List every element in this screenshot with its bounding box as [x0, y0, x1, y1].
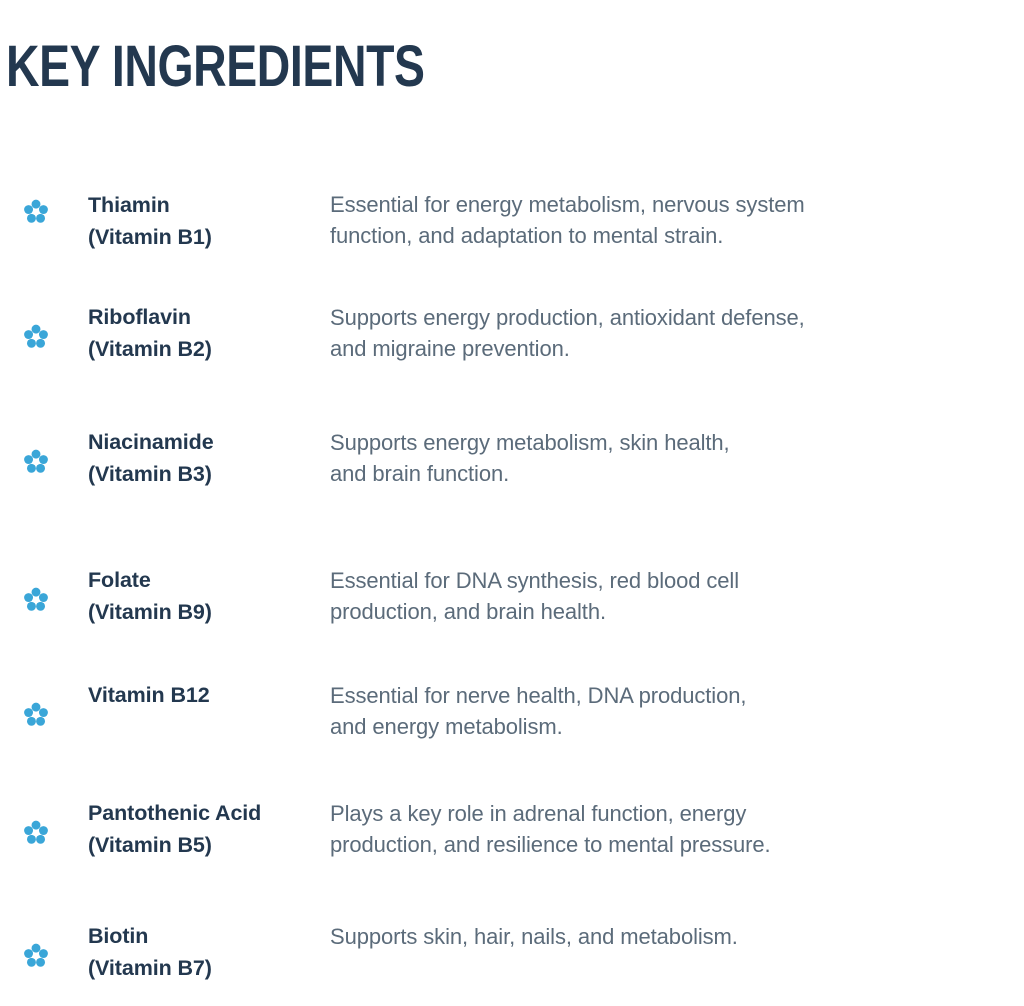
ingredient-description-line: and brain function. — [330, 461, 510, 487]
flower-bullet-icon — [22, 942, 50, 970]
ingredient-row — [0, 680, 1024, 743]
ingredient-row — [0, 302, 1024, 365]
ingredient-description — [330, 680, 1024, 743]
ingredient-description-line: Supports energy metabolism, skin health, — [330, 430, 730, 455]
ingredient-description-line: Supports energy production, antioxidant defense, — [330, 305, 805, 330]
flower-bullet-icon — [22, 323, 50, 351]
ingredient-description-line: Supports skin, hair, nails, and metabolism. — [330, 924, 738, 949]
ingredient-row — [0, 178, 1024, 253]
ingredient-row — [0, 565, 1024, 628]
ingredient-name-line: (Vitamin B9) — [88, 599, 212, 624]
ingredient-description-line: Plays a key role in adrenal function, energy — [330, 801, 747, 826]
flower-bullet-icon — [22, 198, 50, 226]
flower-bullet-icon — [22, 448, 50, 476]
ingredient-name-line: (Vitamin B5) — [88, 832, 212, 857]
ingredient-description-line: production, and resilience to mental pressure. — [330, 832, 771, 858]
flower-bullet-icon — [22, 586, 50, 614]
ingredient-description — [330, 565, 1024, 628]
page-title: KEY INGREDIENTS — [6, 33, 425, 99]
ingredient-description — [330, 798, 1024, 861]
ingredient-name-line: Riboflavin — [88, 305, 191, 329]
ingredient-description-line: function, and adaptation to mental strain. — [330, 223, 724, 249]
ingredient-name-line: Folate — [88, 568, 151, 592]
flower-bullet-icon — [22, 819, 50, 847]
ingredient-description — [330, 921, 1024, 952]
ingredient-description-line: Essential for DNA synthesis, red blood cell — [330, 568, 740, 593]
ingredient-name-line: Niacinamide — [88, 430, 214, 454]
ingredient-name-line: Pantothenic Acid — [88, 801, 262, 825]
ingredient-row — [0, 921, 1024, 984]
ingredient-description-line: Essential for energy metabolism, nervous system — [330, 192, 805, 217]
ingredient-description — [330, 427, 1024, 490]
ingredient-name-line: Biotin — [88, 924, 149, 948]
ingredient-row — [0, 427, 1024, 490]
ingredient-name-line: (Vitamin B2) — [88, 336, 212, 361]
ingredient-row — [0, 798, 1024, 861]
ingredient-name-line: (Vitamin B7) — [88, 955, 212, 980]
ingredient-description-line: production, and brain health. — [330, 599, 606, 625]
ingredient-description-line: and migraine prevention. — [330, 336, 570, 362]
ingredient-name-line: (Vitamin B1) — [88, 224, 212, 249]
ingredient-description — [330, 302, 1024, 365]
ingredient-description-line: Essential for nerve health, DNA production, — [330, 683, 747, 708]
ingredient-name-line: (Vitamin B3) — [88, 461, 212, 486]
ingredient-description-line: and energy metabolism. — [330, 714, 563, 740]
ingredient-description — [330, 178, 1024, 252]
flower-bullet-icon — [22, 701, 50, 729]
ingredient-name-line: Vitamin B12 — [88, 683, 210, 707]
ingredient-name-line: Thiamin — [88, 193, 170, 217]
